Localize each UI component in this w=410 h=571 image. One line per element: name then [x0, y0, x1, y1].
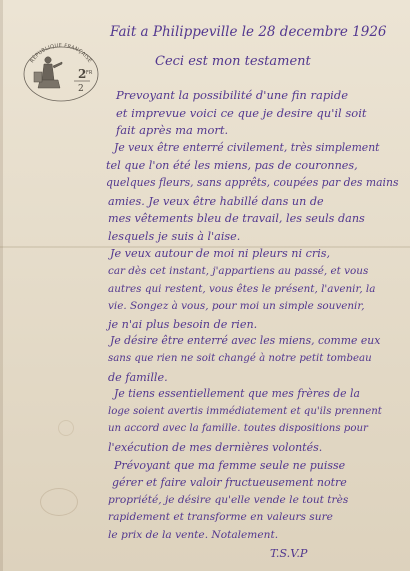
stamp-fraction: 2 — [78, 84, 84, 94]
stamp-amount: 2 — [78, 67, 87, 81]
letter-line: tel que l'on été les miens, pas de couronnes, — [106, 159, 358, 173]
letter-line: un accord avec la famille. toutes dispositions pour — [108, 423, 368, 435]
letter-line: gérer et faire valoir fructueusement notre — [112, 476, 347, 490]
place-date-heading: Fait a Philippeville le 28 decembre 1926 — [110, 24, 387, 40]
letter-line: et imprevue voici ce que je desire qu'il soit — [116, 105, 367, 120]
letter-line: je n'ai plus besoin de rien. — [108, 317, 258, 331]
letter-line: vie. Songez à vous, pour moi un simple souvenir, — [108, 300, 365, 313]
letter-line: propriété, je désire qu'elle vende le tout très — [108, 493, 349, 506]
letter-line: Je veux être enterré civilement, très simplement — [114, 140, 380, 154]
stamp-arc-text: RÉPUBLIQUE FRANÇAISE — [29, 42, 93, 65]
letter-line: car dès cet instant, j'appartiens au passé, et vous — [108, 265, 369, 277]
letter-line: autres qui restent, vous êtes le présent, l'avenir, la — [108, 282, 376, 295]
letter-line: Prévoyant que ma femme seule ne puisse — [114, 458, 346, 472]
letter-line: Je désire être enterré avec les miens, comme eux — [110, 334, 381, 348]
letter-line: sans que rien ne soit changé à notre petit tombeau — [108, 353, 372, 364]
letter-line: quelques fleurs, sans apprêts, coupées par des mains — [106, 176, 399, 189]
letter-line: Je veux autour de moi ni pleurs ni cris, — [110, 247, 331, 261]
letter-line: Prevoyant la possibilité d'une fin rapide — [116, 88, 349, 102]
letter-line: fait après ma mort. — [116, 123, 229, 138]
letter-line: amies. Je veux être habillé dans un de — [108, 194, 324, 208]
stamp-currency: FR — [86, 70, 93, 76]
turn-over-note: T.S.V.P — [270, 546, 308, 560]
letter-line: loge soient avertis immédiatement et qu'ils prennent — [108, 405, 382, 417]
letter-line: rapidement et transforme en valeurs sure — [108, 511, 333, 524]
document-title: Ceci est mon testament — [155, 54, 311, 69]
letter-line: mes vêtements bleu de travail, les seuls dans — [108, 212, 365, 226]
letter-line: le prix de la vente. Notalement. — [108, 529, 279, 541]
letter-line: l'exécution de mes dernières volontés. — [108, 441, 323, 454]
letter-line: Je tiens essentiellement que mes frères de la — [114, 387, 360, 401]
letter-line: lesquels je suis à l'aise. — [108, 229, 241, 243]
letter-line: de famille. — [108, 370, 168, 384]
